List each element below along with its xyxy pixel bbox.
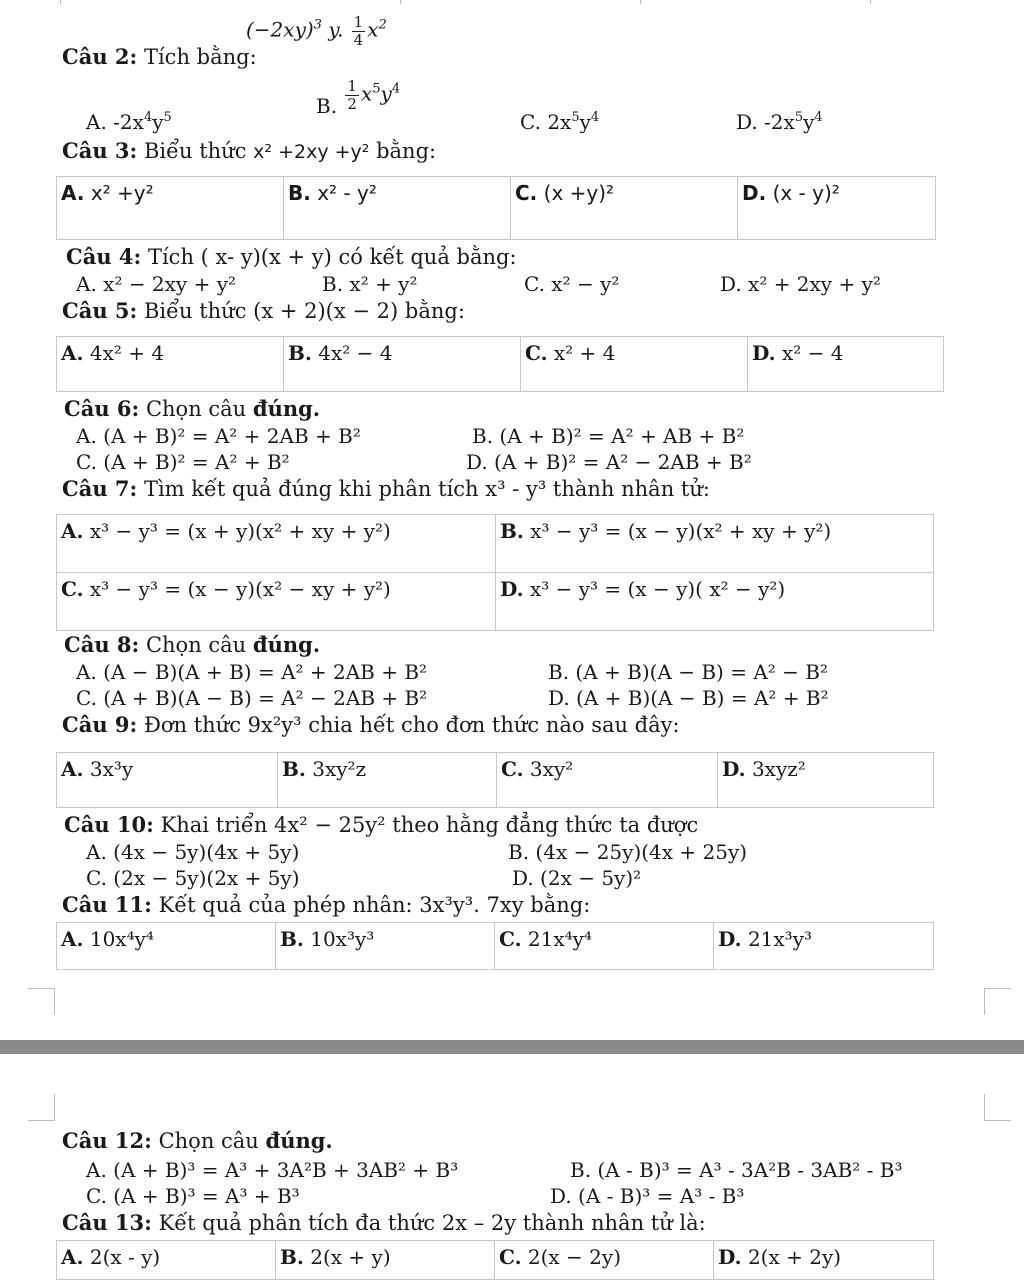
q9-option-c[interactable]: C. 3xy² <box>497 753 718 808</box>
q4-option-a[interactable]: A. x² − 2xy + y² <box>76 272 237 296</box>
question-8: Câu 8: Chọn câu đúng. <box>64 632 321 657</box>
q11-option-b[interactable]: B. 10x³y³ <box>276 923 495 970</box>
q7-option-d[interactable]: D. x³ − y³ = (x − y)( x² − y²) <box>496 573 934 631</box>
q6-option-c[interactable]: C. (A + B)² = A² + B² <box>76 450 290 474</box>
question-6: Câu 6: Chọn câu đúng. <box>64 396 321 421</box>
q2-option-d[interactable]: D. $-2x^5y^4$ <box>736 110 823 134</box>
q13-options-table <box>56 1240 934 1280</box>
q9-option-d[interactable]: D. 3xyz² <box>718 753 934 808</box>
q5-option-b[interactable]: B. 4x² − 4 <box>284 337 521 392</box>
question-13: Câu 13: Kết quả phân tích đa thức 2x – 2y thành nhân tử là: <box>62 1210 706 1235</box>
question-5: Câu 5: Biểu thức (x + 2)(x − 2) bằng: <box>62 298 465 323</box>
q3-option-b[interactable]: B. x² - y² <box>284 177 511 240</box>
table-border-fragment <box>870 0 871 4</box>
q2-option-a[interactable]: A. $-2x^4y^5$ <box>86 110 172 134</box>
q10-option-a[interactable]: A. (4x − 5y)(4x + 5y) <box>86 840 300 864</box>
margin-corner-mark <box>28 1094 55 1121</box>
margin-corner-mark <box>984 1094 1011 1121</box>
q13-option-b[interactable]: B. 2(x + y) <box>276 1241 495 1280</box>
q4-option-d[interactable]: D. x² + 2xy + y² <box>720 272 881 296</box>
q10-option-b[interactable]: B. (4x − 25y)(4x + 25y) <box>508 840 748 864</box>
question-3: Câu 3: Biểu thức x² +2xy +y² bằng: <box>62 138 437 163</box>
q8-option-d[interactable]: D. (A + B)(A − B) = A² + B² <box>548 686 829 710</box>
q2-option-b[interactable]: B. $\frac{1}{2}$ $x^5y^4$ <box>316 77 401 118</box>
q7-options-table <box>56 514 934 631</box>
table-border-fragment <box>60 0 61 4</box>
q12-option-b[interactable]: B. (A - B)³ = A³ - 3A²B - 3AB² - B³ <box>570 1158 903 1182</box>
q9-options-table <box>56 752 934 808</box>
q8-option-b[interactable]: B. (A + B)(A − B) = A² − B² <box>548 660 828 684</box>
question-7: Câu 7: Tìm kết quả đúng khi phân tích x³ - y³ thành nhân tử: <box>62 476 710 501</box>
q2-expression: $(-2xy)^3$ y. $\frac{1}{4}$ $x^2$ <box>246 13 387 49</box>
q6-option-b[interactable]: B. (A + B)² = A² + AB + B² <box>472 424 745 448</box>
q6-option-d[interactable]: D. (A + B)² = A² − 2AB + B² <box>466 450 752 474</box>
q10-option-c[interactable]: C. (2x − 5y)(2x + 5y) <box>86 866 300 890</box>
page-2 <box>0 1054 1024 1280</box>
margin-corner-mark <box>28 988 55 1015</box>
table-border-fragment <box>640 0 641 4</box>
page-separator <box>0 1040 1024 1054</box>
q2-option-c[interactable]: C. $2x^5y^4$ <box>520 110 600 134</box>
q5-option-d[interactable]: D. x² − 4 <box>748 337 944 392</box>
q11-options-table <box>56 922 934 970</box>
q12-option-c[interactable]: C. (A + B)³ = A³ + B³ <box>86 1184 300 1208</box>
q11-option-c[interactable]: C. 21x⁴y⁴ <box>495 923 714 970</box>
q3-options-table <box>56 176 936 240</box>
q12-option-d[interactable]: D. (A - B)³ = A³ - B³ <box>550 1184 745 1208</box>
q7-option-b[interactable]: B. x³ − y³ = (x − y)(x² + xy + y²) <box>496 515 934 573</box>
question-10: Câu 10: Khai triển 4x² − 25y² theo hằng đẳng thức ta được <box>64 812 699 837</box>
q13-option-d[interactable]: D. 2(x + 2y) <box>714 1241 934 1280</box>
q8-option-c[interactable]: C. (A + B)(A − B) = A² − 2AB + B² <box>76 686 428 710</box>
table-border-fragment <box>400 0 401 4</box>
q6-option-a[interactable]: A. (A + B)² = A² + 2AB + B² <box>76 424 361 448</box>
question-11: Câu 11: Kết quả của phép nhân: 3x³y³. 7xy bằng: <box>62 892 591 917</box>
question-4: Câu 4: Tích ( x- y)(x + y) có kết quả bằng: <box>66 244 517 269</box>
margin-corner-mark <box>984 988 1011 1015</box>
q7-option-c[interactable]: C. x³ − y³ = (x − y)(x² − xy + y²) <box>57 573 496 631</box>
q10-option-d[interactable]: D. (2x − 5y)² <box>512 866 642 890</box>
q11-option-d[interactable]: D. 21x³y³ <box>714 923 934 970</box>
q5-options-table <box>56 336 944 392</box>
q3-option-a[interactable]: A. x² +y² <box>57 177 284 240</box>
q7-option-a[interactable]: A. x³ − y³ = (x + y)(x² + xy + y²) <box>57 515 496 573</box>
q13-option-c[interactable]: C. 2(x − 2y) <box>495 1241 714 1280</box>
question-9: Câu 9: Đơn thức 9x²y³ chia hết cho đơn thức nào sau đây: <box>62 712 680 737</box>
q4-option-c[interactable]: C. x² − y² <box>524 272 620 296</box>
q5-option-a[interactable]: A. 4x² + 4 <box>57 337 284 392</box>
question-2: Câu 2: Tích bằng: <box>62 44 257 69</box>
q3-option-d[interactable]: D. (x - y)² <box>738 177 936 240</box>
q4-option-b[interactable]: B. x² + y² <box>322 272 418 296</box>
question-12: Câu 12: Chọn câu đúng. <box>62 1128 333 1153</box>
q12-option-a[interactable]: A. (A + B)³ = A³ + 3A²B + 3AB² + B³ <box>86 1158 459 1182</box>
q8-option-a[interactable]: A. (A − B)(A + B) = A² + 2AB + B² <box>76 660 428 684</box>
q9-option-a[interactable]: A. 3x³y <box>57 753 278 808</box>
q13-option-a[interactable]: A. 2(x - y) <box>57 1241 276 1280</box>
q3-option-c[interactable]: C. (x +y)² <box>511 177 738 240</box>
q11-option-a[interactable]: A. 10x⁴y⁴ <box>57 923 276 970</box>
q9-option-b[interactable]: B. 3xy²z <box>278 753 497 808</box>
q5-option-c[interactable]: C. x² + 4 <box>521 337 748 392</box>
